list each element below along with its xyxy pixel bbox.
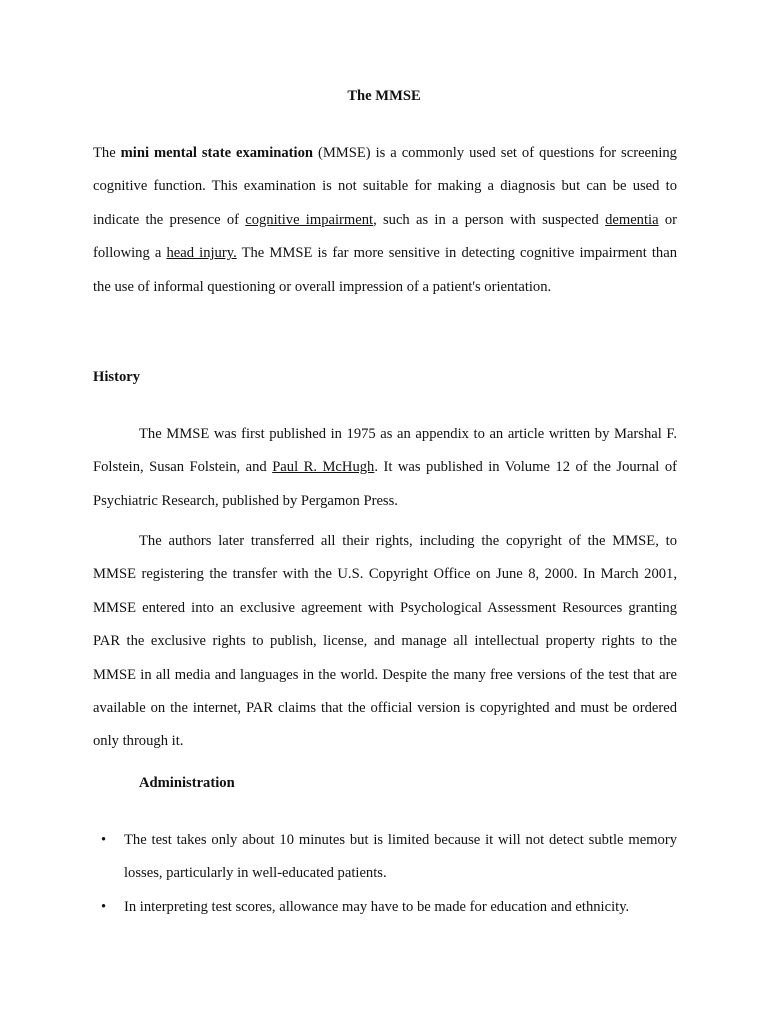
link-cognitive-impairment[interactable]: cognitive impairment (245, 211, 374, 228)
intro-bold-term: mini mental state examination (120, 145, 314, 161)
list-item (93, 891, 677, 924)
link-paul-mchugh[interactable]: Paul R. McHugh (272, 459, 375, 476)
list-item-text: The test takes only about 10 minutes but is limited because it will not detect subtle memory losses, particularly in well-educated patients. (124, 832, 677, 882)
intro-text-4: or following a (93, 211, 677, 262)
history-paragraph-2: The authors later transferred all their rights, including the copyright of the MMSE, to MMSE registering the transfer with the U.S. Copyright Office on June 8, 2000. In March 2001, MMSE entered into an exclusive agreement with Psychological Assessment Resources granting PAR the exclusive rights to publish, license, and manage all intellectual property rights to the MMSE in all media and languages in the world. Despite the many free versions of the test that are available on the internet, PAR claims that the official version is copyrighted and must be ordered only through it. (93, 533, 677, 750)
history-heading: History (93, 369, 141, 385)
link-head-injury[interactable]: head injury. (166, 245, 237, 262)
intro-text-2: (MMSE) is a commonly used set of questions for screening cognitive function. This examination is not suitable for making a diagnosis but can be used to indicate the presence of (93, 145, 677, 228)
bullet-icon: • (101, 832, 107, 848)
administration-list (93, 824, 677, 924)
history-p1-text-b: . It was published in Volume 12 of the Journal of Psychiatric Research, published by Pergamon Press. (93, 459, 677, 509)
administration-heading: Administration (139, 775, 235, 791)
history-paragraph-1 (93, 418, 677, 518)
intro-text-5: The MMSE is far more sensitive in detecting cognitive impairment than the use of informal questioning or overall impression of a patient's orientation. (93, 245, 677, 295)
history-p1-text-a: The MMSE was first published in 1975 as an appendix to an article written by Marshal F. Folstein, Susan Folstein, and (93, 426, 677, 476)
intro-text-1: The (93, 145, 121, 161)
document-title: The MMSE (347, 88, 421, 104)
list-item (93, 824, 677, 891)
intro-paragraph (93, 137, 677, 304)
list-item-text: In interpreting test scores, allowance may have to be made for education and ethnicity. (124, 898, 630, 915)
link-dementia[interactable]: dementia (605, 211, 659, 228)
intro-text-3: , such as in a person with suspected (373, 211, 606, 228)
bullet-icon: • (101, 898, 107, 915)
